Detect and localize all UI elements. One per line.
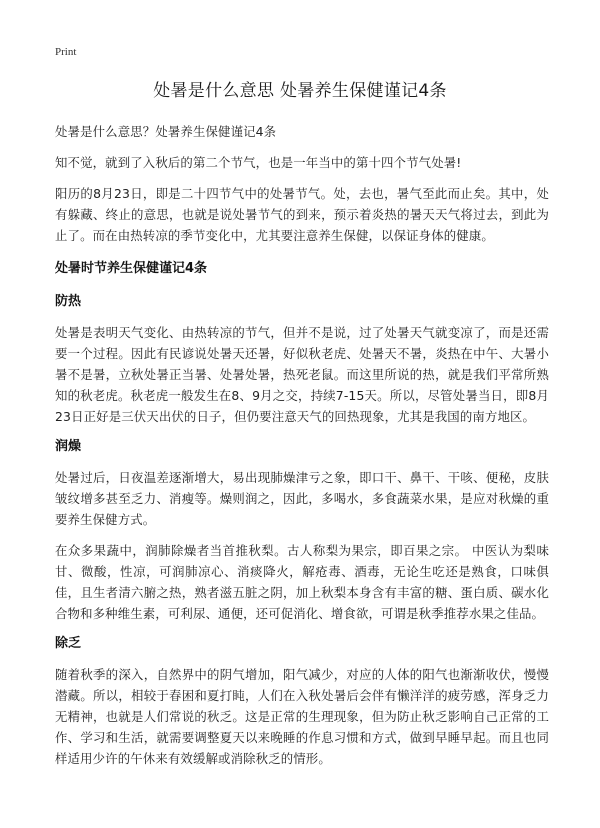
subsection-heading-heat: 防热 (55, 294, 82, 309)
paragraph: 随着秋季的深入，自然界中的阴气增加，阳气减少，对应的人体的阳气也渐渐收伏，慢慢潜藏。所以，相较于春困和夏打盹，人们在入秋处暑后会伴有懒洋洋的疲劳感，浑身乏力无精神，也就是人们常说的秋乏。这是正常的生理现象，但为防止秋乏影响自己正常的工作、学习和生活，就需要调整夏天以来晚睡的作息习惯和方式，做到早睡早起。而且也同样适用少许的午休来有效缓解或消除秋乏的情形。 (55, 667, 549, 766)
paragraph: 处暑是表明天气变化、由热转凉的节气，但并不是说，过了处暑天气就变凉了，而是还需要一个过程。因此有民谚说处暑天还暑，好似秋老虎、处暑天不暑，炎热在中午、大暑小暑不是暑，立秋处暑正当暑、处暑处暑，热死老鼠。而这里所说的热，就是我们平常所熟知的秋老虎。秋老虎一般发生在8、9月之交，持续7-15天。所以，尽管处暑当日，即8月23日正好是三伏天出伏的日子，但仍要注意天气的回热现象，尤其是我国的南方地区。 (55, 325, 549, 424)
subsection-heading-moisten: 润燥 (55, 439, 82, 454)
intro-paragraph: 处暑是什么意思？处暑养生保健谨记4条 (55, 124, 277, 139)
article-body (55, 121, 549, 769)
intro-paragraph: 阳历的8月23日，即是二十四节气中的处暑节气。处，去也，暑气至此而止矣。其中，处有躲藏、终止的意思，也就是说处暑节气的到来，预示着炎热的暑天天气将过去，到此为止了。而在由热转凉的季节变化中，尤其要注意养生保健，以保证身体的健康。 (55, 186, 549, 243)
print-link[interactable]: Print (55, 46, 77, 58)
paragraph: 处暑过后，日夜温差逐渐增大，易出现肺燥津亏之象，即口干、鼻干、干咳、便秘，皮肤皱纹增多甚至乏力、消瘦等。燥则润之，因此，多喝水，多食蔬菜水果，是应对秋燥的重要养生保健方式。 (55, 470, 549, 527)
intro-paragraph: 知不觉，就到了入秋后的第二个节气，也是一年当中的第十四个节气处暑! (55, 155, 462, 170)
subsection-heading-fatigue: 除乏 (55, 636, 82, 651)
paragraph: 在众多果蔬中，润肺除燥者当首推秋梨。古人称梨为果宗，即百果之宗。 中医认为梨味甘、微酸，性凉，可润肺凉心、消痰降火，解疮毒、酒毒，无论生吃还是熟食，口味俱佳，且生者清六腑之热，熟者滋五脏之阴，加上秋梨本身含有丰富的糖、蛋白质、碳水化合物和多种维生素，可利尿、通便，还可促消化、增食欲，可谓是秋季推荐水果之佳品。 (55, 543, 549, 621)
section-heading: 处暑时节养生保健谨记4条 (55, 261, 208, 276)
page-title: 处暑是什么意思 处暑养生保健谨记4条 (153, 81, 447, 101)
